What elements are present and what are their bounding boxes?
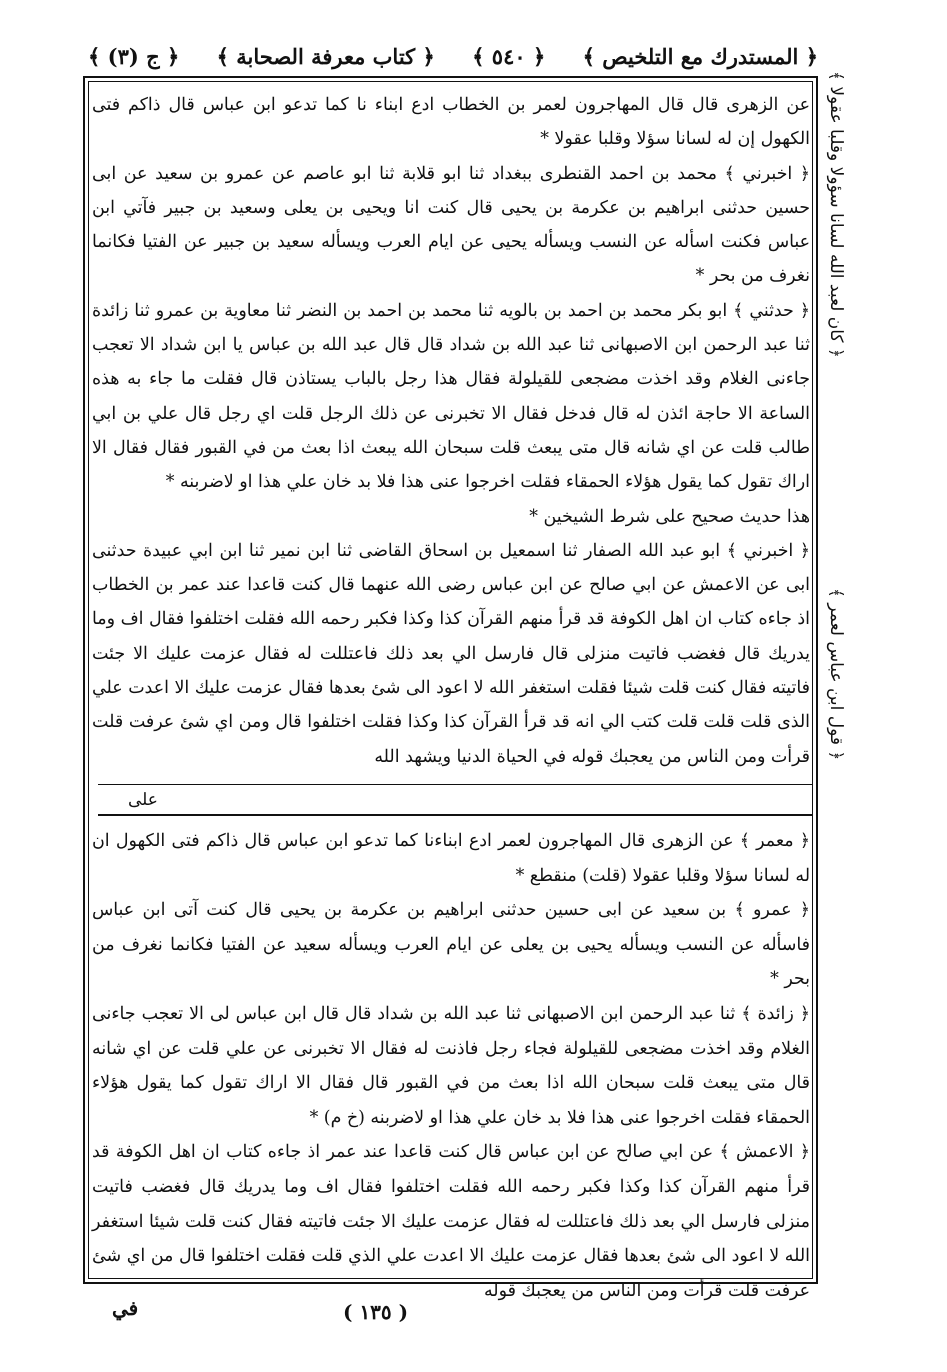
- main-paragraph: هذا حديث صحيح على شرط الشيخين *: [529, 506, 810, 527]
- running-header: [88, 36, 818, 76]
- header-page-number: ﴿ ٥٤٠ ﴾: [472, 43, 546, 69]
- divider-rule: [98, 814, 813, 816]
- main-paragraph: عن الزهرى قال قال المهاجرون لعمر بن الخطاب ادع ابناء نا كما تدعو ابن عباس قال ذاكم فتى الكهول إن له لسانا سؤلا وقلبا عقولا *: [92, 95, 810, 150]
- footer-page-number: ( ١٣٥ ): [343, 1300, 409, 1324]
- main-paragraph: ﴿ اخبرني ﴾ محمد بن احمد القنطرى ببغداد ثنا ابو قلابة ثنا ابو عاصم عن عمرو بن سعيد عن ابى حسين حدثنى ابراهيم بن عكرمة بن يحيى قال كنت انا ويحيى بن يعلى وسعيد بن جبير فآتي ابن عباس فكنت اسأله عن النسب ويسأله يحيى عن ايام العرب ويسأله سعيد بن جبير عن الفتيا فكانما نغرف من بحر *: [92, 163, 810, 287]
- main-text-block: [92, 88, 810, 780]
- header-book-title: ﴿ المستدرك مع التلخيص ﴾: [582, 43, 818, 69]
- summary-paragraph: ﴿ الاعمش ﴾ عن ابي صالح عن ابن عباس قال كنت قاعدا عند عمر اذ جاءه كتاب ان اهل الكوفة قد قرأ منهم القرآن كذا وكذا فكبر رحمه الله فقلت اختلفوا فقال اف وما يدريك قال فغضب فاتيت منزلى فارسل الي بعد ذلك فاعتللت له فقال عزمت عليك الا جئت فاتيته فقال كنت قلت شيئا استغفر الله لا اعود الى شئ بعدها فقال عزمت عليك الا اعدت علي الذي قلت فقلت اختلفوا قال من اي شئ عرفت قلت قرأت ومن الناس من يعجبك قوله: [92, 1142, 810, 1301]
- main-paragraph: ﴿ اخبرني ﴾ ابو عبد الله الصفار ثنا اسمعيل بن اسحاق القاضى ثنا ابن نمير ثنا ابن ابي عبيدة حدثنى ابى عن الاعمش عن ابي صالح عن ابن عباس رضى الله عنهما قال كنت قاعدا عند عمر بن الخطاب اذ جاءه كتاب ان اهل الكوفة قد قرأ منهم القرآن كذا وكذا فكبر رحمه الله فقلت اختلفوا فقال اف وما يدريك قال فغضب فاتيت منزلى قال فارسل الي بعد ذلك فاعتللت له فقال عزمت عليك الا جئت فاتيته فقال كنت قلت شيئا فقلت استغفر الله لا اعود الى شئ بعدها فقال عزمت عليك الا اعدت علي الذى قلت قلت قلت كتب الي انه قد قرأ القرآن كذا وكذا فقلت اختلفوا قال ومن اي شئ عرفت قلت قرأت ومن الناس من يعجبك قوله في الحياة الدنيا ويشهد الله: [92, 540, 810, 767]
- summary-paragraph: ﴿ معمر ﴾ عن الزهرى قال المهاجرون لعمر ادع ابناءنا كما تدعو ابن عباس قال ذاكم فتى الكهول ان له لسانا سؤلا وقلبا عقولا (قلت) منقطع *: [92, 831, 810, 886]
- summary-text-block: [92, 824, 810, 1301]
- header-section-title: ﴿ كتاب معرفة الصحابة ﴾: [216, 43, 435, 69]
- summary-paragraph: ﴿ زائدة ﴾ ثنا عبد الرحمن ابن الاصبهانى ثنا عبد الله بن شداد قال قال ابن عباس لى الا تعجب جاءنى الغلام وقد اخذت مضجعى للقيلولة فجاء رجل فاذنت له فقال الا تخبرنى عن علي قلت عن اي شانه قال متى يبعث قلت سبحان الله اذا بعث من في القبور قال فقال الا اراك تقول كما يقول هؤلاء الحمقاء فقلت اخرجوا عنى هذا فلا بد خان علي هذا او لاضربنه (خ م) *: [92, 1003, 810, 1128]
- summary-paragraph: ﴿ عمرو ﴾ بن سعيد عن ابى حسين حدثنى ابراهيم بن عكرمة بن يحيى قال كنت آتى ابن عباس فاسأله عن النسب ويسأله يحيى بن يعلى عن ايام العرب ويسأله سعيد عن الفتيا فكانما نغرف من بحر *: [92, 900, 810, 990]
- header-volume: ﴿ ج (٣) ﴾: [88, 43, 180, 69]
- margin-note: ﴿ كان لعبد الله لسانا سؤولا وقلبا عقولا ﴾: [826, 71, 846, 358]
- footer-catchword: في: [112, 1296, 139, 1320]
- main-catchword: على: [128, 790, 158, 810]
- main-paragraph: ﴿ حدثني ﴾ ابو بكر محمد بن احمد بن بالويه ثنا محمد بن احمد بن النضر ثنا معاوية بن عمرو ثنا زائدة ثنا عبد الرحمن ابن الاصبهانى ثنا عبد الله بن شداد قال قال عبد الله بن عباس يا ابن شداد الا تعجب جاءنى الغلام وقد اخذت مضجعى للقيلولة فقال هذا رجل بالباب يستاذن قال فقلت ما جاء به هذه الساعة الا حاجة ائذن له قال فدخل فقال الا تخبرنى عن ذلك الرجل قلت اي رجل قال علي بن ابي طالب قلت عن اي شانه قال متى يبعث قلت سبحان الله يبعث اذا بعث من في القبور فقال فقال الا اراك تقول كما يقول هؤلاء الحمقاء فقلت اخرجوا عنى هذا فلا بد خان علي هذا او لاضربنه *: [92, 300, 810, 493]
- margin-note: ﴿ قول ابن عباس لعمر ﴾: [826, 587, 846, 760]
- divider-rule: [98, 784, 813, 785]
